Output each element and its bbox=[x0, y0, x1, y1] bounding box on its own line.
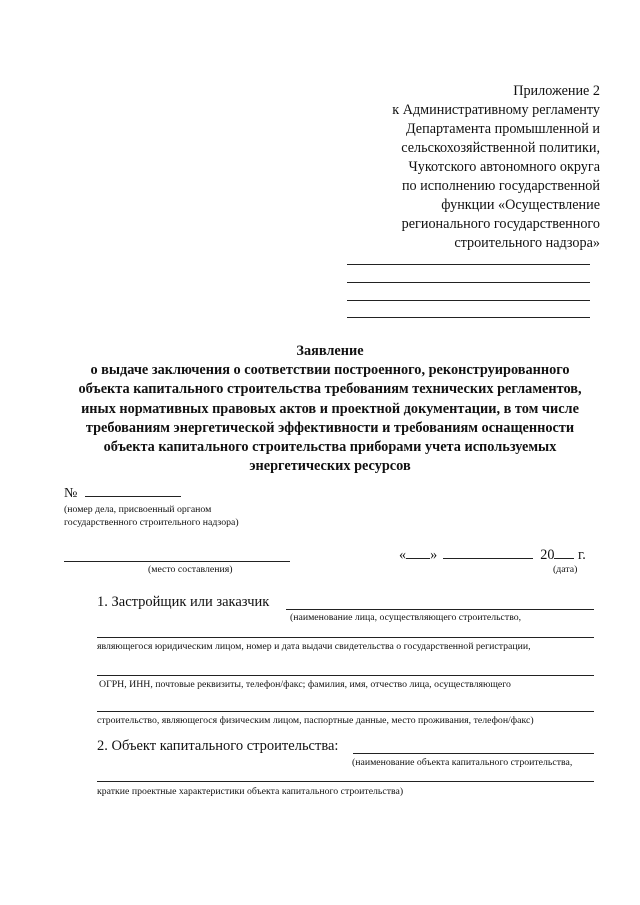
title-line: объекта капитального строительства приборами учета используемых bbox=[103, 439, 557, 456]
date-caption: (дата) bbox=[553, 564, 578, 575]
section1-caption: (наименование лица, осуществляющего строительство, bbox=[290, 612, 522, 623]
year-suffix: г. bbox=[578, 547, 586, 563]
number-sign: № bbox=[64, 486, 78, 501]
place-field[interactable] bbox=[64, 561, 290, 562]
day-field[interactable] bbox=[406, 546, 430, 559]
header-line: Приложение 2 bbox=[513, 83, 600, 99]
case-number bbox=[64, 486, 181, 502]
addressee-line[interactable] bbox=[347, 282, 590, 283]
title-line: объекта капитального строительства требованиям технических регламентов, bbox=[78, 381, 582, 398]
header-line: по исполнению государственной bbox=[401, 178, 600, 194]
caption-line: государственного строительного надзора) bbox=[64, 517, 239, 528]
header-line: функции «Осуществление bbox=[441, 197, 600, 213]
developer-field[interactable] bbox=[286, 609, 594, 610]
header-line: Департамента промышленной и bbox=[405, 121, 600, 137]
addressee-line[interactable] bbox=[347, 300, 590, 301]
year-field[interactable] bbox=[554, 546, 574, 559]
header-line: сельскохозяйственной политики, bbox=[401, 140, 600, 156]
title-line: требованиям энергетической эффективности и требованиям оснащенности bbox=[85, 419, 575, 436]
title-line: о выдаче заключения о соответствии построенного, реконструированного bbox=[90, 362, 570, 379]
developer-field[interactable] bbox=[97, 711, 594, 712]
month-field[interactable] bbox=[443, 546, 533, 559]
year-prefix: 20 bbox=[540, 547, 555, 563]
addressee-line[interactable] bbox=[347, 264, 590, 265]
section2-caption: (наименование объекта капитального строительства, bbox=[352, 757, 573, 768]
date-open-quote: « bbox=[399, 547, 407, 563]
addressee-line[interactable] bbox=[347, 317, 590, 318]
header-line: регионального государственного bbox=[401, 216, 600, 232]
caption-line: (номер дела, присвоенный органом bbox=[64, 504, 212, 515]
section1-caption: ОГРН, ИНН, почтовые реквизиты, телефон/факс; фамилия, имя, отчество лица, осуществляющего bbox=[99, 679, 511, 690]
title-line: иных нормативных правовых актов и проектной документации, в том числе bbox=[81, 400, 579, 417]
case-number-caption bbox=[64, 503, 239, 529]
place-caption: (место составления) bbox=[148, 564, 233, 575]
section1-caption: строительство, являющегося физическим лицом, паспортные данные, место проживания, телефон/факс) bbox=[97, 715, 534, 726]
developer-field[interactable] bbox=[97, 675, 594, 676]
object-field[interactable] bbox=[97, 781, 594, 782]
date-close-quote: » bbox=[430, 547, 438, 563]
appendix-header bbox=[340, 82, 600, 253]
section1-caption: являющегося юридическим лицом, номер и дата выдачи свидетельства о государственной регистрации, bbox=[97, 641, 531, 652]
date-row bbox=[399, 546, 586, 564]
header-line: к Административному регламенту bbox=[392, 102, 600, 118]
object-field[interactable] bbox=[353, 753, 594, 754]
header-line: строительного надзора» bbox=[454, 235, 600, 251]
document-title bbox=[40, 342, 620, 476]
section1-label: 1. Застройщик или заказчик bbox=[97, 594, 270, 610]
title-line: энергетических ресурсов bbox=[249, 458, 411, 475]
title-line: Заявление bbox=[296, 343, 364, 359]
case-number-field[interactable] bbox=[85, 486, 181, 497]
section2-caption: краткие проектные характеристики объекта капитального строительства) bbox=[97, 786, 404, 797]
section2-label: 2. Объект капитального строительства: bbox=[97, 738, 339, 754]
header-line: Чукотского автономного округа bbox=[408, 159, 600, 175]
developer-field[interactable] bbox=[97, 637, 594, 638]
